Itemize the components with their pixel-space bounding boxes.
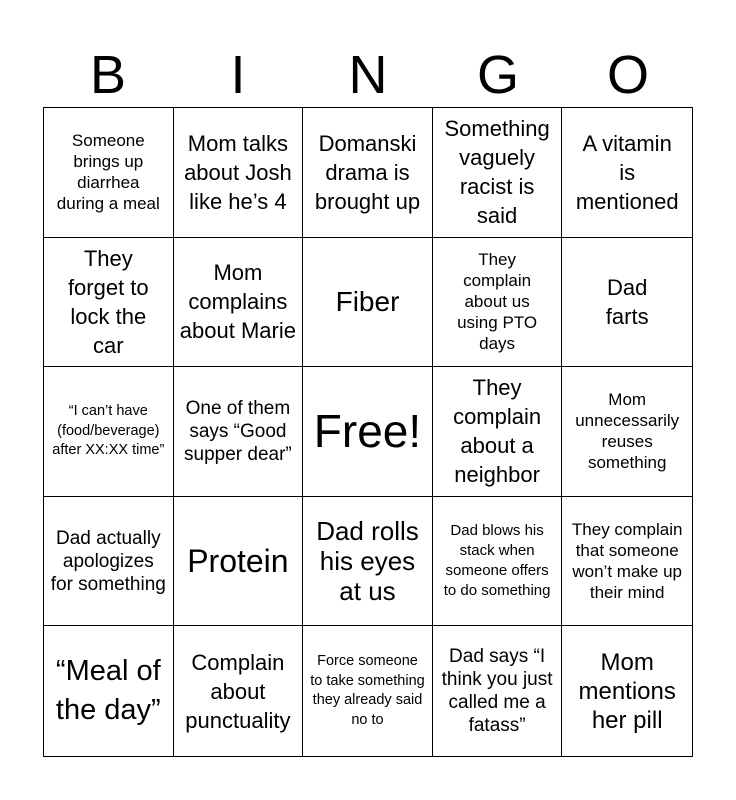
bingo-cell-r1c3[interactable] <box>303 108 433 238</box>
bingo-cell-r5c3[interactable] <box>303 626 433 756</box>
bingo-cell-r3c2[interactable] <box>174 367 304 497</box>
bingo-cell-r4c5[interactable] <box>562 497 692 627</box>
bingo-cell-text: They complain that someone won’t make up their mind <box>571 520 683 603</box>
header-letter-g: G <box>476 45 519 105</box>
bingo-cell-r5c5[interactable] <box>562 626 692 756</box>
bingo-cell-r2c1[interactable] <box>44 238 174 368</box>
bingo-cell-r2c2[interactable] <box>174 238 304 368</box>
bingo-cell-r1c1[interactable] <box>44 108 174 238</box>
bingo-cell-r3c3[interactable] <box>303 367 433 497</box>
header-letter-o: O <box>606 45 649 105</box>
bingo-cell-text: Protein <box>187 543 289 580</box>
bingo-cell-r4c3[interactable] <box>303 497 433 627</box>
bingo-cell-r2c3[interactable] <box>303 238 433 368</box>
bingo-cell-text: Someone brings up diarrhea during a meal <box>56 131 160 214</box>
bingo-cell-r3c1[interactable] <box>44 367 174 497</box>
bingo-cell-r4c4[interactable] <box>433 497 563 627</box>
bingo-cell-r1c4[interactable] <box>433 108 563 238</box>
bingo-cell-text: A vitamin is mentioned <box>575 130 679 214</box>
bingo-cell-r4c2[interactable] <box>174 497 304 627</box>
bingo-header <box>43 44 693 106</box>
bingo-cell-text: “I can’t have (food/beverage) after XX:XX time” <box>52 403 165 459</box>
bingo-cell-text: Force someone to take something they already said no to <box>310 653 425 728</box>
bingo-cell-text: Mom mentions her pill <box>578 648 676 734</box>
bingo-cell-r5c1[interactable] <box>44 626 174 756</box>
bingo-cell-text: Dad blows his stack when someone offers to do something <box>443 522 551 600</box>
header-letter-i: I <box>230 45 246 105</box>
bingo-cell-r3c5[interactable] <box>562 367 692 497</box>
bingo-cell-text: Something vaguely racist is said <box>444 116 550 229</box>
bingo-cell-r1c2[interactable] <box>174 108 304 238</box>
bingo-cell-text: They complain about us using PTO days <box>457 250 538 354</box>
bingo-cell-r2c5[interactable] <box>562 238 692 368</box>
bingo-cell-text: Dad rolls his eyes at us <box>316 516 419 607</box>
bingo-cell-text: They forget to lock the car <box>67 245 149 358</box>
bingo-cell-text: Domanski drama is brought up <box>314 130 421 214</box>
bingo-cell-text: They complain about a neighbor <box>453 375 542 488</box>
header-letter-n: N <box>348 45 388 105</box>
bingo-cell-r4c1[interactable] <box>44 497 174 627</box>
bingo-cell-text: Mom complains about Marie <box>179 260 296 344</box>
bingo-cell-text: Mom unnecessarily reuses something <box>575 390 680 473</box>
bingo-cell-text: One of them says “Good supper dear” <box>184 397 292 465</box>
bingo-cell-text: Dad farts <box>605 274 649 329</box>
bingo-cell-text: Complain about punctuality <box>185 649 291 733</box>
bingo-board <box>43 107 693 757</box>
bingo-cell-r1c5[interactable] <box>562 108 692 238</box>
bingo-cell-text: “Meal of the day” <box>55 655 161 727</box>
bingo-cell-text: Dad actually apologizes for something <box>50 527 166 595</box>
bingo-cell-r2c4[interactable] <box>433 238 563 368</box>
bingo-cell-r5c2[interactable] <box>174 626 304 756</box>
free-space: Free! <box>313 405 422 458</box>
bingo-cell-r5c4[interactable] <box>433 626 563 756</box>
bingo-cell-r3c4[interactable] <box>433 367 563 497</box>
bingo-cell-text: Mom talks about Josh like he’s 4 <box>184 130 292 214</box>
bingo-cell-text: Fiber <box>335 285 400 317</box>
bingo-cell-text: Dad says “I think you just called me a fatass” <box>441 646 553 737</box>
header-letter-b: B <box>89 45 127 105</box>
